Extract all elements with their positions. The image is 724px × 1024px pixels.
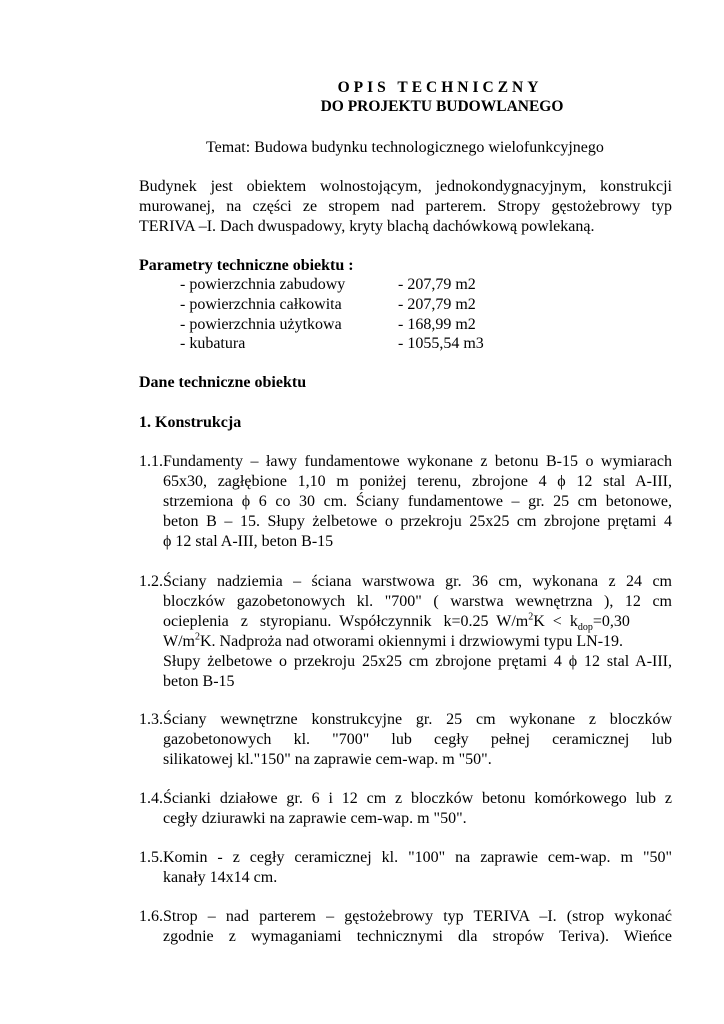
item-line: Słupy żelbetowe o przekroju 25x25 cm zbrojone prętami 4 ϕ 12 stal A-III, [163,653,672,670]
construction-heading: 1. Konstrukcja [139,414,242,431]
item-line: gazobetonowych kl. "700" lub cegły pełnej ceramicznej lub [163,731,672,748]
item-line: silikatowej kl."150" na zaprawie cem-wap. m "50". [163,751,492,768]
item-line: zgodnie z wymaganiami technicznymi dla stropów Teriva). Wieńce [163,928,672,945]
item-partition-walls [139,789,672,829]
parameter-value: - 207,79 m2 [398,276,476,293]
document-subtitle: DO PROJEKTU BUDOWLANEGO [320,98,564,115]
item-line: 1.3.Ściany wewnętrzne konstrukcyjne gr. 25 cm wykonane z bloczków [139,711,672,728]
intro-paragraph [139,177,672,237]
item-line: 1.2.Ściany nadziemia – ściana warstwowa gr. 36 cm, wykonana z 24 cm [139,573,672,590]
parameter-label: - powierzchnia całkowita [180,296,342,313]
item-line: 1.6.Strop – nad parterem – gęstożebrowy typ TERIVA –I. (strop wykonać [139,908,672,925]
parameter-value: - 1055,54 m3 [398,335,484,352]
item-line: 1.1.Fundamenty – ławy fundamentowe wykonane z betonu B-15 o wymiarach [139,453,672,470]
item-line: strzemiona ϕ 6 co 30 cm. Ściany fundamentowe – gr. 25 cm betonowe, [163,493,672,510]
parameter-value: - 168,99 m2 [398,316,476,333]
parameter-label: - powierzchnia użytkowa [180,316,342,333]
parameter-value: - 207,79 m2 [398,296,476,313]
intro-line: TERIVA –I. Dach dwuspadowy, kryty blachą dachówkową powlekaną. [139,218,595,235]
parameter-label: - kubatura [180,335,246,352]
item-ceiling [139,907,672,947]
item-line: bloczków gazobetonowych kl. "700" ( warstwa wewnętrzna ), 12 cm [163,593,672,610]
item-line: beton B-15 [163,673,235,690]
technical-data-heading: Dane techniczne obiektu [139,374,307,391]
intro-line: Budynek jest obiektem wolnostojącym, jednokondygnacyjnym, konstrukcji [139,178,672,195]
parameters-heading: Parametry techniczne obiektu : [139,257,354,274]
item-line: 1.5.Komin - z cegły ceramicznej kl. "100" na zaprawie cem-wap. m "50" [139,849,672,866]
item-chimney [139,848,672,888]
item-line: cegły dziurawki na zaprawie cem-wap. m "50". [163,810,467,827]
item-line: $W/m^2K$. Nadproża nad otworami okiennymi i drzwiowymi typu LN-19. [163,631,624,650]
item-internal-walls [139,710,672,770]
item-foundations [139,452,672,552]
item-line: 1.4.Ścianki działowe gr. 6 i 12 cm z bloczków betonu komórkowego lub z [139,790,672,807]
item-line: beton B – 15. Słupy żelbetowe o przekroju 25x25 cm zbrojone prętami 4 [163,513,672,530]
parameter-label: - powierzchnia zabudowy [180,276,346,293]
item-above-ground-walls [139,572,672,692]
item-line: ocieplenia z styropianu. Współczynnik k=0.25 $W/m^2K < k_{dop}=0,30$ [163,611,630,634]
item-line: ϕ 12 stal A-III, beton B-15 [163,533,334,550]
document-title: OPIS TECHNICZNY [337,79,543,96]
item-line: kanały 14x14 cm. [163,869,278,886]
item-line: 65x30, zagłębione 1,10 m poniżej terenu, zbrojone 4 ϕ 12 stal A-III, [163,473,672,490]
document-subject: Temat: Budowa budynku technologicznego wielofunkcyjnego [206,139,604,156]
intro-line: murowanej, na części ze stropem nad parterem. Stropy gęstożebrowy typ [139,198,672,215]
